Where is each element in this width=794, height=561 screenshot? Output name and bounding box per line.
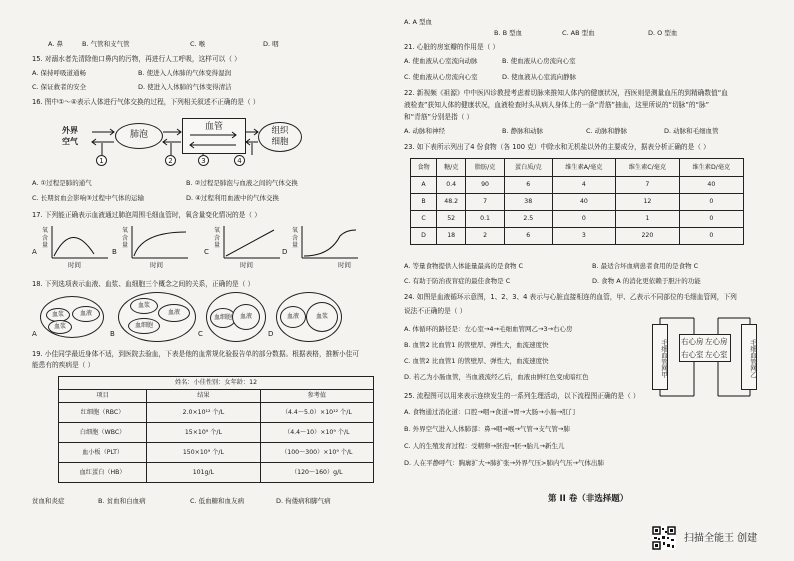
q23-header: 食物 bbox=[411, 159, 437, 177]
q19-blood-report-table bbox=[58, 376, 374, 483]
q17-graph-c bbox=[222, 226, 282, 260]
q16-option-c[interactable]: C. 长期贫血会影响③过程中气体的运输 bbox=[32, 194, 144, 202]
q16-option-b[interactable]: B. ②过程是肺泡与血液之间的气体交换 bbox=[186, 179, 298, 187]
q19-cell: （4.4～5.0）×10¹² 个/L bbox=[260, 403, 373, 423]
q17-graph-a-letter[interactable]: A bbox=[32, 248, 37, 256]
tissue-label: 组织 bbox=[271, 126, 289, 137]
table-header-row bbox=[411, 159, 744, 177]
q22-stem-2: 液检查”获知人体的健康状况，血液检查时头从病人身体上的一条“青筋”抽血，这里所说的“切脉”的“脉” bbox=[404, 101, 710, 109]
outside-air-label-1: 外界 bbox=[62, 126, 78, 135]
q16-option-d[interactable]: D. ④过程利用血液中的气体交换 bbox=[186, 194, 279, 202]
q18-a-plasma: 血浆 bbox=[46, 308, 70, 322]
q23-cell: 3 bbox=[552, 228, 615, 245]
q22-option-d[interactable]: D. 动脉和毛细血管 bbox=[664, 127, 719, 135]
q17-graph-a bbox=[50, 226, 110, 260]
q23-cell: 4 bbox=[552, 177, 615, 194]
q18-c-blood: 血液 bbox=[232, 304, 260, 330]
q23-cell: 38 bbox=[504, 194, 552, 211]
q17-graph-c-xlabel: 时间 bbox=[240, 261, 253, 269]
q23-cell: 48.2 bbox=[437, 194, 466, 211]
table-row bbox=[411, 228, 744, 245]
q19-option-a[interactable]: 贫血和炎症 bbox=[32, 497, 65, 505]
q22-option-a[interactable]: A. 动脉和神经 bbox=[404, 127, 445, 135]
q21-option-a[interactable]: A. 使血液从心室流向动脉 bbox=[404, 57, 478, 65]
q17-graph-b-ylabel: 氧含量 bbox=[122, 227, 129, 249]
capillary-net-a: 毛细血管网甲 bbox=[652, 324, 668, 390]
step-2-marker: 2 bbox=[165, 155, 176, 166]
q23-option-b[interactable]: B. 最适合坏血病患者食用的是食物 C bbox=[592, 262, 699, 270]
q23-cell: C bbox=[411, 211, 437, 228]
q23-cell: 40 bbox=[679, 177, 743, 194]
q23-cell: 0 bbox=[679, 228, 743, 245]
q18-a-cells: 血浆 bbox=[48, 320, 72, 334]
q14-option-b[interactable]: B. 气管和支气管 bbox=[82, 40, 130, 48]
q19-cell: 2.0×10¹² 个/L bbox=[147, 403, 260, 423]
q19-cell: （100～300）×10⁹ 个/L bbox=[260, 443, 373, 463]
left-ventricle-label: 左心室 bbox=[705, 350, 728, 359]
q23-cell: 40 bbox=[552, 194, 615, 211]
q24-option-a[interactable]: A. 体循环的路径是：左心室→4→毛细血管网乙→3→右心房 bbox=[404, 325, 573, 333]
q19-option-c[interactable]: C. 低血糖和血友病 bbox=[190, 497, 245, 505]
q16-stem: 16. 图中①～④表示人体进行气体交换的过程，下列相关叙述不正确的是（ ） bbox=[32, 98, 260, 106]
q19-header-item: 项目 bbox=[59, 390, 147, 403]
q15-option-b[interactable]: B. 使进入人体肺的气体变得湿润 bbox=[138, 69, 232, 77]
q17-stem: 17. 下列能正确表示血液通过肺泡周围毛细血管时，氧含量变化情况的是（ ） bbox=[32, 211, 261, 219]
q19-cell: （120～160）g/L bbox=[260, 463, 373, 483]
q21-stem: 21. 心脏的房室瓣的作用是（ ） bbox=[404, 43, 500, 51]
section-two-title: 第 II 卷（非选择题） bbox=[548, 494, 629, 504]
q17-graph-d-ylabel: 氧含量 bbox=[292, 227, 299, 249]
step-4-marker: 4 bbox=[234, 155, 245, 166]
q17-graph-b bbox=[130, 226, 190, 260]
q23-cell: 0 bbox=[552, 211, 615, 228]
q24-option-c[interactable]: C. 血管2 比血管1 的管壁厚、弹性大，血流速度快 bbox=[404, 357, 549, 365]
q21-option-c[interactable]: C. 使血液从心房流向心室 bbox=[404, 73, 478, 81]
q16-option-a[interactable]: A. ①过程是肺的通气 bbox=[32, 179, 92, 187]
q23-cell: 52 bbox=[437, 211, 466, 228]
q14-option-d[interactable]: D. 咽 bbox=[263, 40, 279, 48]
q14-option-c[interactable]: C. 喉 bbox=[190, 40, 206, 48]
q23-cell: 18 bbox=[437, 228, 466, 245]
table-row bbox=[411, 177, 744, 194]
q18-b-plasma: 血浆 bbox=[130, 298, 158, 314]
step-1-marker: 1 bbox=[96, 155, 107, 166]
q19-option-d[interactable]: D. 佝偻病和脚气病 bbox=[276, 497, 331, 505]
q15-stem: 15. 对溺水者先清除他口鼻内的污物，再进行人工呼吸，这样可以（ ） bbox=[32, 55, 241, 63]
q23-option-c[interactable]: C. 有助于防治夜盲症的最佳食物是 C bbox=[404, 277, 511, 285]
blood-vessel-label: 血管 bbox=[204, 122, 223, 132]
q23-cell: D bbox=[411, 228, 437, 245]
q22-option-c[interactable]: C. 动脉和静脉 bbox=[586, 127, 628, 135]
q22-stem-3: 和“青筋”分别是指（ ） bbox=[404, 113, 474, 121]
q19-cell: 白细胞（WBC） bbox=[59, 423, 147, 443]
q23-cell: 1 bbox=[616, 211, 680, 228]
q24-stem-1: 24. 如图是血液循环示意图，1、2、3、4 表示与心脏直接相连的血管，甲、乙表示不同部位的毛细血管网，下列 bbox=[404, 293, 737, 301]
q22-stem-1: 22. 新视频《祖源》中中医四诊教授考虑着切脉来推知人体内的健康状况，西医则是测量血压的到精确数值“血 bbox=[404, 89, 728, 97]
q16-arrows bbox=[60, 115, 320, 175]
q18-a-blood: 血液 bbox=[72, 306, 100, 322]
outside-air-label-2: 空气 bbox=[62, 137, 78, 146]
q21-option-b[interactable]: B. 使血液从心房流向心室 bbox=[502, 57, 576, 65]
q23-cell: 12 bbox=[616, 194, 680, 211]
table-row bbox=[59, 423, 374, 443]
q18-d-plasma: 血浆 bbox=[306, 302, 338, 332]
left-atrium-label: 左心房 bbox=[705, 337, 728, 346]
q23-food-table bbox=[410, 158, 744, 245]
q25-stem: 25. 流程图可以用来表示连续发生的一系列生理活动，以下流程图正确的是（ ） bbox=[404, 392, 640, 400]
q18-option-a-letter[interactable]: A bbox=[32, 330, 37, 338]
table-row bbox=[59, 463, 374, 483]
q23-header: 维生素A/毫克 bbox=[552, 159, 615, 177]
q15-option-d[interactable]: D. 使进入人体肺的气体变得清洁 bbox=[138, 83, 232, 91]
q23-cell: 0.4 bbox=[437, 177, 466, 194]
q17-graph-d bbox=[300, 226, 360, 260]
q17-graph-d-xlabel: 时间 bbox=[338, 261, 351, 269]
capillary-net-b: 毛细血管网乙 bbox=[741, 324, 757, 390]
q23-header: 蛋白质/克 bbox=[504, 159, 552, 177]
q24-option-d[interactable]: D. 若乙为小肠血管，当血液流经乙后，血液由鲜红色变成暗红色 bbox=[404, 373, 589, 381]
q17-graph-b-xlabel: 时间 bbox=[150, 261, 163, 269]
q19-table-title: 姓名：小佳性别：女年龄：12 bbox=[59, 377, 374, 390]
q24-option-b[interactable]: B. 血管2 比血管1 的管壁厚、弹性大，血流速度快 bbox=[404, 341, 549, 349]
q25-option-d[interactable]: D. 人在平静呼气：胸廓扩大→肺扩张→外界气压>肺内气压→气体出肺 bbox=[404, 459, 604, 467]
q23-stem: 23. 如下表所示列出了4 份食物（各 100 克）中除水和无机盐以外的主要成分，据表分析正确的是（ ） bbox=[404, 143, 710, 151]
q18-c-cells: 血细胞 bbox=[210, 308, 236, 328]
q23-header: 维生素C/毫克 bbox=[616, 159, 680, 177]
q19-header-result: 结果 bbox=[147, 390, 260, 403]
q24-stem-2: 说法不正确的是（ ） bbox=[404, 307, 467, 315]
q17-graph-b-letter[interactable]: B bbox=[112, 248, 117, 256]
cells-label: 细胞 bbox=[271, 137, 289, 147]
q23-header: 脂肪/克 bbox=[466, 159, 505, 177]
qr-code-icon bbox=[652, 526, 676, 550]
q23-header: 糖/克 bbox=[437, 159, 466, 177]
q23-cell: 6 bbox=[504, 228, 552, 245]
q19-cell: 15×10⁹ 个/L bbox=[147, 423, 260, 443]
q23-cell: 0.1 bbox=[466, 211, 505, 228]
q19-cell: 150×10⁹ 个/L bbox=[147, 443, 260, 463]
q19-cell: 血小板（PLT） bbox=[59, 443, 147, 463]
scanner-watermark: 扫描全能王 创建 bbox=[684, 533, 758, 544]
q17-graph-a-ylabel: 氧含量 bbox=[42, 227, 49, 249]
q23-cell: 90 bbox=[466, 177, 505, 194]
table-row bbox=[59, 443, 374, 463]
q23-header: 维生素D/毫克 bbox=[679, 159, 743, 177]
q19-cell: 红细胞（RBC） bbox=[59, 403, 147, 423]
q25-option-b[interactable]: B. 外界空气进入人体肺部：鼻→咽→喉→气管→支气管→肺 bbox=[404, 425, 570, 433]
q18-option-d-letter[interactable]: D bbox=[268, 330, 274, 338]
q23-option-a[interactable]: A. 等量食物提供人体能量最高的是食物 C bbox=[404, 262, 524, 270]
q22-option-b[interactable]: B. 静脉和动脉 bbox=[502, 127, 544, 135]
q19-stem: 19. 小佳同学最近身体不适，到医院去验血，下表是他的血常规化验报告单的部分数据。根据表格，推断小佳可 bbox=[32, 350, 360, 358]
q18-b-blood: 血液 bbox=[158, 304, 190, 322]
q21-option-d[interactable]: D. 使血液从心室流向静脉 bbox=[502, 73, 577, 81]
q14-option-a[interactable]: A. 鼻 bbox=[48, 40, 63, 48]
right-ventricle-label: 右心室 bbox=[681, 350, 704, 359]
q23-cell: 6 bbox=[504, 177, 552, 194]
q18-option-c-letter[interactable]: C bbox=[198, 330, 203, 338]
q20-option-c[interactable]: C. AB 型血 bbox=[562, 29, 595, 37]
q17-graph-c-ylabel: 氧含量 bbox=[214, 227, 221, 249]
q17-graph-c-letter[interactable]: C bbox=[204, 248, 209, 256]
q17-graph-a-xlabel: 时间 bbox=[68, 261, 81, 269]
q19-cell: （4.4～10）×10⁹ 个/L bbox=[260, 423, 373, 443]
table-row bbox=[59, 403, 374, 423]
q25-option-c[interactable]: C. 人的生殖发育过程：受精卵→胚泡→胚→胎儿→新生儿 bbox=[404, 442, 565, 450]
q23-cell: 7 bbox=[466, 194, 505, 211]
q19-stem-2: 能患有的疾病是（ ） bbox=[32, 361, 95, 369]
q20-option-b[interactable]: B. B 型血 bbox=[494, 29, 523, 37]
q17-graph-d-letter[interactable]: D bbox=[282, 248, 288, 256]
right-atrium-label: 右心房 bbox=[681, 337, 704, 346]
q18-d-blood: 血液 bbox=[280, 306, 306, 328]
q18-b-cells: 血细胞 bbox=[128, 318, 160, 334]
q15-option-a[interactable]: A. 保持呼吸道通畅 bbox=[32, 69, 86, 77]
q20-option-a[interactable]: A. A 型血 bbox=[404, 18, 432, 26]
q23-cell: B bbox=[411, 194, 437, 211]
table-row bbox=[411, 194, 744, 211]
q19-cell: 血红蛋白（HB） bbox=[59, 463, 147, 483]
q23-cell: 7 bbox=[616, 177, 680, 194]
q20-option-d[interactable]: D. O 型血 bbox=[648, 29, 678, 37]
q18-stem: 18. 下列选项表示血液、血浆、血细胞三个概念之间的关系，正确的是（ ） bbox=[32, 280, 255, 288]
q15-option-c[interactable]: C. 保证救者的安全 bbox=[32, 83, 87, 91]
q19-cell: 101g/L bbox=[147, 463, 260, 483]
q23-cell: 2 bbox=[466, 228, 505, 245]
q24-vessel-lines bbox=[652, 316, 760, 398]
q18-option-b-letter[interactable]: B bbox=[110, 330, 115, 338]
q23-cell: 0 bbox=[679, 194, 743, 211]
step-3-marker: 3 bbox=[198, 155, 209, 166]
q23-option-d[interactable]: D. 食物 A 的消化更依赖于胆汁的功能 bbox=[592, 277, 701, 285]
q19-header-reference: 参考值 bbox=[260, 390, 373, 403]
q23-cell: 2.5 bbox=[504, 211, 552, 228]
q19-option-b[interactable]: B. 贫血和白血病 bbox=[98, 497, 146, 505]
q25-option-a[interactable]: A. 食物通过消化道：口腔→咽→食道→胃→大肠→小肠→肛门 bbox=[404, 408, 576, 416]
q23-cell: A bbox=[411, 177, 437, 194]
alveolus-label: 肺泡 bbox=[129, 130, 148, 141]
table-row bbox=[411, 211, 744, 228]
q23-cell: 0 bbox=[679, 211, 743, 228]
q23-cell: 220 bbox=[616, 228, 680, 245]
